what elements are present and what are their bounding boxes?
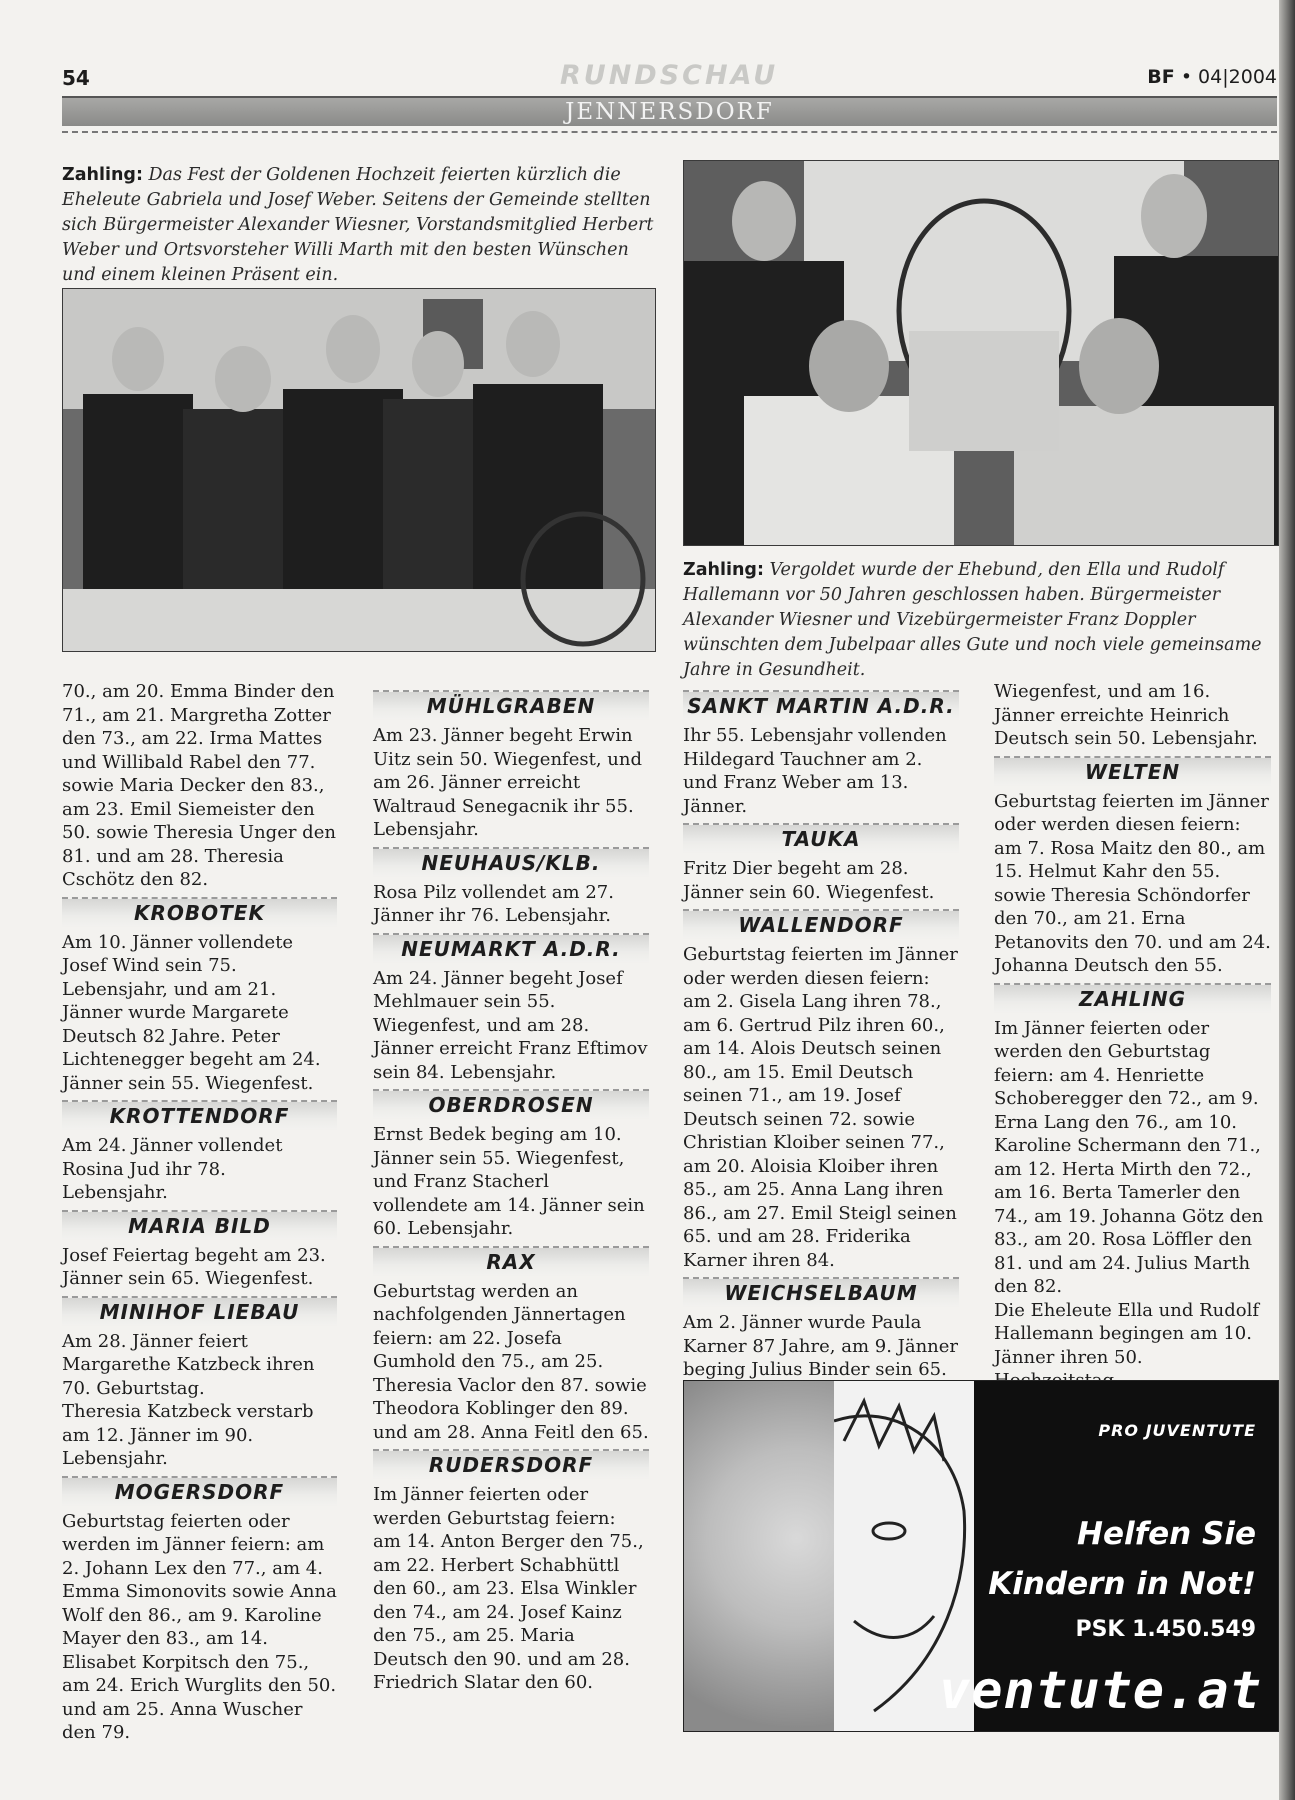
section-heading-oberdrosen: OBERDROSEN: [373, 1089, 649, 1119]
ad-slogan-line-2: Kindern in Not!: [988, 1566, 1256, 1602]
section-heading-zahling: ZAHLING: [994, 983, 1271, 1013]
issue-number: • 04|2004: [1180, 66, 1277, 88]
article-body: Am 23. Jänner begeht Erwin Uitz sein 50. Wiegenfest, und am 26. Jänner erreicht Waltraud Senegacnik ihr 55. Lebensjahr.: [373, 725, 642, 840]
column-3: [683, 690, 959, 1382]
article-body: Geburtstag feierten im Jänner oder werden diesen feiern: am 2. Gisela Lang ihren 78., am 6. Gertrud Pilz ihren 60., am 14. Alois Deutsch seinen 80., am 15. Emil Deutsch seinen 71., am 19. Josef Deutsch seinen 72. sowie Christian Kloiber seinen 77., am 20. Aloisia Kloiber ihren 85., am 25. Anna Lang ihren 86., am 27. Emil Steigl seinen 65. und am 28. Friderika Karner ihren 84.: [683, 944, 958, 1271]
ad-slogan-line-1: Helfen Sie: [1077, 1516, 1256, 1552]
article-body: Am 24. Jänner begeht Josef Mehlmauer sein 55. Wiegenfest, und am 28. Jänner erreicht Franz Eftimov sein 84. Lebensjahr.: [373, 967, 648, 1083]
article-body: 70., am 20. Emma Binder den 71., am 21. Margretha Zotter den 73., am 22. Irma Mattes und Willibald Rabel den 77. sowie Maria Decker den 83., am 23. Emil Siemeister den 50. sowie Theresia Unger den 81. und am 28. Theresia Cschötz den 82.: [62, 681, 336, 890]
section-heading-minihof-liebau: MINIHOF LIEBAU: [62, 1296, 337, 1326]
header-dashed-rule: [62, 131, 1277, 133]
photo-golden-wedding-weber: [62, 288, 656, 652]
section-heading-neuhaus: NEUHAUS/KLB.: [373, 847, 649, 877]
section-heading-sankt-martin: SANKT MARTIN A.D.R.: [683, 690, 959, 720]
article-body: Theresia Katzbeck verstarb am 12. Jänner im 90. Lebensjahr.: [62, 1401, 314, 1469]
article-body: Wiegenfest, und am 16. Jänner erreichte Heinrich Deutsch sein 50. Lebensjahr.: [994, 681, 1258, 749]
article-body: Ernst Bedek beging am 10. Jänner sein 55. Wiegenfest, und Franz Stacherl vollendete am 14. Jänner sein 60. Lebensjahr.: [373, 1124, 645, 1239]
article-body: Rosa Pilz vollendet am 27. Jänner ihr 76. Lebensjahr.: [373, 881, 614, 926]
caption-place: Zahling:: [62, 165, 143, 185]
section-heading-rax: RAX: [373, 1246, 649, 1276]
column-2: [373, 690, 649, 1695]
article-body: Am 24. Jänner vollendet Rosina Jud ihr 78. Lebensjahr.: [62, 1135, 283, 1203]
ad-website: ventute.at: [938, 1661, 1262, 1721]
ad-slogan: [956, 1509, 1256, 1609]
article-body: Geburtstag werden an nachfolgenden Jännertagen feiern: am 22. Josefa Gumhold den 75., am 25. Theresia Vaclor den 87. sowie Theodora Koblinger den 89. und am 28. Anna Feitl den 65.: [373, 1280, 649, 1443]
section-heading-krottendorf: KROTTENDORF: [62, 1100, 337, 1130]
section-heading-rudersdorf: RUDERSDORF: [373, 1449, 649, 1479]
section-heading-tauka: TAUKA: [683, 823, 959, 853]
ad-account-number: PSK 1.450.549: [1075, 1617, 1256, 1642]
article-body: Fritz Dier begeht am 28. Jänner sein 60. Wiegenfest.: [683, 858, 935, 903]
section-heading-neumarkt: NEUMARKT A.D.R.: [373, 933, 649, 963]
article-body: Geburtstag feierten oder werden im Jänner feiern: am 2. Johann Lex den 77., am 4. Emma Simonovits sowie Anna Wolf den 86., am 9. Karoline Mayer den 83., am 14. Elisabet Korpitsch den 75., am 24. Erich Wurglits den 50. und am 25. Anna Wuscher den 79.: [62, 1510, 337, 1743]
pro-juventute-logo: PRO JUVENTUTE: [1098, 1421, 1256, 1440]
photo-caption-left: [62, 163, 654, 288]
section-heading-muehlgraben: MÜHLGRABEN: [373, 690, 649, 720]
region-name: JENNERSDORF: [565, 99, 774, 125]
article-body: Geburtstag feierten im Jänner oder werden diesen feiern: am 7. Rosa Maitz den 80., am 15. Helmut Kahr den 55. sowie Theresia Schöndorfer den 70., am 21. Erna Petanovits den 70. und am 24. Johanna Deutsch den 55.: [994, 790, 1271, 976]
article-body: Im Jänner feierten oder werden den Geburtstag feiern: am 4. Henriette Schoberegger den 72., am 9. Erna Lang den 76., am 10. Karoline Schermann den 71., am 12. Herta Mirth den 72., am 16. Berta Tamerler den 74., am 19. Johanna Götz den 83., am 20. Rosa Löffler den 81. und am 24. Julius Marth den 82.: [994, 1017, 1264, 1297]
article-body: Die Eheleute Ella und Rudolf Hallemann begingen am 10. Jänner ihren 50.: [994, 1299, 1260, 1368]
caption-text: Das Fest der Goldenen Hochzeit feierten kürzlich die Eheleute Gabriela und Josef Weber. Seitens der Gemeinde stellten sich Bürgermeister Alexander Wiesner, Vorstandsmitglied Herbert Weber und Ortsvorsteher Willi Marth mit den besten Wünschen und einem kleinen Präsent ein.: [62, 165, 654, 285]
article-body: Im Jänner feierten oder werden Geburtstag feiern: am 14. Anton Berger den 75., am 22. Herbert Schabhüttl den 60., am 23. Elsa Winkler den 74., am 24. Josef Kainz den 75., am 25. Maria Deutsch den 90. und am 28. Friedrich Slatar den 60.: [373, 1484, 644, 1693]
page-binding-edge: [1279, 0, 1295, 1800]
child-photo: [684, 1381, 834, 1731]
section-heading-mogersdorf: MOGERSDORF: [62, 1476, 337, 1506]
section-heading-maria-bild: MARIA BILD: [62, 1210, 337, 1240]
magazine-title: RUNDSCHAU: [560, 60, 779, 91]
caption-place: Zahling:: [683, 560, 764, 580]
publication-name: BF: [1147, 66, 1175, 88]
article-body: Am 2. Jänner wurde Paula Karner 87 Jahre, am 9. Jänner beging Julius Binder sein 65.: [683, 1312, 959, 1380]
section-heading-krobotek: KROBOTEK: [62, 897, 337, 927]
page-number: 54: [62, 66, 90, 90]
article-body: Ihr 55. Lebensjahr vollenden Hildegard Tauchner am 2. und Franz Weber am 13. Jänner.: [683, 725, 947, 817]
column-1: [62, 680, 337, 1745]
photo-golden-wedding-hallemann: [683, 160, 1279, 546]
issue-info: [1147, 66, 1277, 88]
section-heading-wallendorf: WALLENDORF: [683, 909, 959, 939]
caption-text: Vergoldet wurde der Ehebund, den Ella und Rudolf Hallemann vor 50 Jahren geschlossen haben. Bürgermeister Alexander Wiesner und Vizebürgermeister Franz Doppler wünschten dem Jubelpaar alles Gute und noch viele gemeinsame Jahre in Gesundheit.: [683, 560, 1262, 680]
section-heading-weichselbaum: WEICHSELBAUM: [683, 1277, 959, 1307]
article-body: Josef Feiertag begeht am 23. Jänner sein 65. Wiegenfest.: [62, 1244, 326, 1289]
column-4: [994, 680, 1271, 1393]
section-heading-welten: WELTEN: [994, 756, 1271, 786]
region-band: [62, 98, 1277, 126]
article-body: Am 10. Jänner vollendete Josef Wind sein 75. Lebensjahr, und am 21. Jänner wurde Margarete Deutsch 82 Jahre. Peter Lichtenegger begeht am 24. Jänner sein 55. Wiegenfest.: [62, 931, 321, 1094]
pro-juventute-advertisement: [683, 1380, 1279, 1732]
article-body: Am 28. Jänner feiert Margarethe Katzbeck ihren 70. Geburtstag.: [62, 1330, 315, 1399]
photo-caption-right: [683, 558, 1277, 683]
